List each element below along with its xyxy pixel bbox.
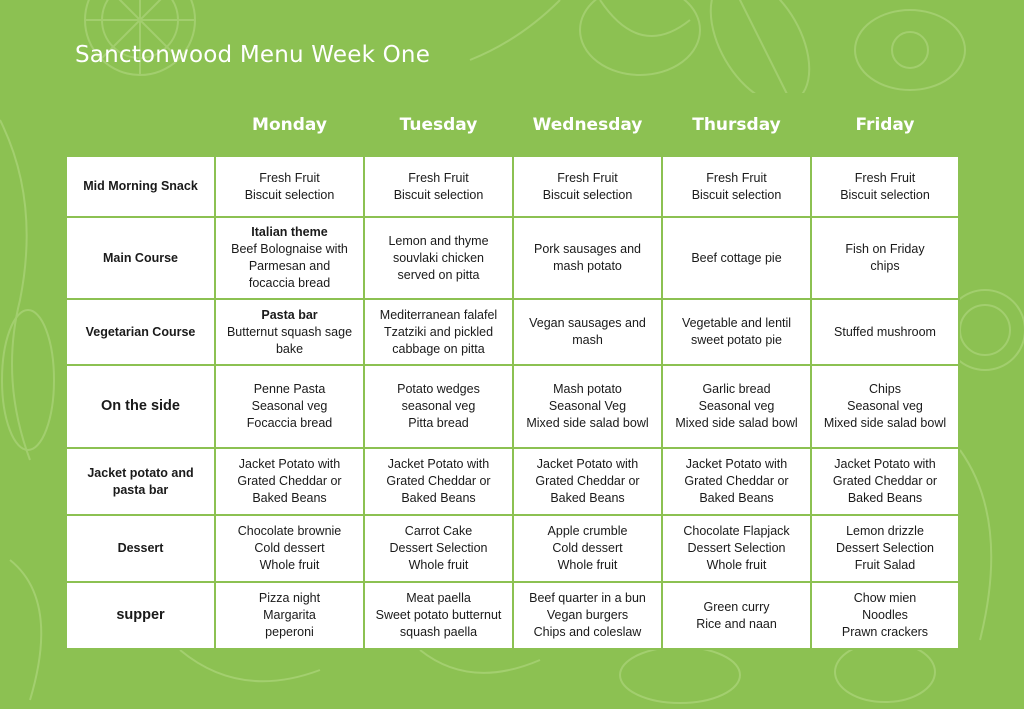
meal-label: Mid Morning Snack — [66, 156, 215, 217]
menu-item-text: Baked Beans — [847, 491, 923, 505]
menu-item-text: Seasonal Veg — [548, 399, 627, 413]
meal-label: Jacket potato and pasta bar — [66, 448, 215, 515]
menu-cell — [513, 299, 662, 365]
menu-item-text: seasonal veg — [401, 399, 476, 413]
menu-cell — [215, 365, 364, 448]
menu-item-text: Dessert Selection — [687, 541, 786, 555]
menu-item-text: Chips — [869, 382, 901, 396]
menu-item-text: Focaccia bread — [246, 416, 333, 430]
menu-item-text: Mixed side salad bowl — [526, 416, 649, 430]
menu-item-text: Baked Beans — [699, 491, 774, 505]
menu-cell — [811, 515, 959, 582]
menu-cell — [811, 217, 959, 299]
menu-item-text: Mixed side salad bowl — [675, 416, 798, 430]
menu-item-text: Whole fruit — [408, 558, 469, 572]
meal-label: Vegetarian Course — [66, 299, 215, 365]
menu-item-text: Pitta bread — [408, 416, 469, 430]
day-header: Tuesday — [364, 94, 513, 156]
menu-item-text: Pork sausages and — [533, 242, 641, 256]
menu-item-text: Parmesan and — [248, 259, 331, 273]
menu-item-text: Sweet potato butternut — [375, 608, 502, 622]
menu-item-text: Beef Bolognaise with — [231, 242, 348, 256]
day-header-row — [66, 94, 959, 156]
menu-item-text: Potato wedges — [397, 382, 480, 396]
menu-cell — [662, 299, 811, 365]
menu-item-text: Fresh Fruit — [259, 170, 320, 185]
menu-cell — [215, 582, 364, 649]
meal-label: supper — [66, 582, 215, 649]
menu-item-text: Whole fruit — [706, 558, 767, 572]
day-header: Wednesday — [513, 94, 662, 156]
menu-row — [66, 156, 959, 217]
menu-item-text: Fresh Fruit — [854, 170, 916, 185]
menu-item-text: Whole fruit — [259, 558, 320, 572]
menu-item-text: mash — [572, 333, 603, 347]
menu-item-text: Mixed side salad bowl — [823, 416, 947, 430]
menu-item-text: Stuffed mushroom — [834, 324, 936, 339]
meal-label: On the side — [66, 365, 215, 448]
menu-cell — [811, 156, 959, 217]
menu-cell — [811, 582, 959, 649]
menu-row — [66, 582, 959, 649]
menu-item-text: Jacket Potato with — [685, 457, 788, 471]
menu-row — [66, 448, 959, 515]
menu-item-text: focaccia bread — [248, 276, 331, 290]
menu-item-text: Grated Cheddar or — [832, 474, 938, 488]
menu-item-text: Fish on Friday — [845, 242, 925, 256]
menu-item-text: souvlaki chicken — [392, 250, 484, 265]
menu-item-text: peperoni — [265, 625, 314, 639]
meal-label: Main Course — [66, 217, 215, 299]
menu-cell — [513, 365, 662, 448]
menu-item-text: Cold dessert — [254, 541, 325, 555]
menu-item-text: Baked Beans — [550, 491, 625, 505]
menu-item-text: Pasta bar — [261, 307, 318, 322]
menu-item-text: Biscuit selection — [393, 187, 484, 202]
menu-item-text: Biscuit selection — [542, 187, 633, 202]
menu-item-text: Seasonal veg — [698, 399, 775, 413]
menu-item-text: Fruit Salad — [854, 558, 916, 572]
menu-item-text: Baked Beans — [252, 491, 327, 505]
menu-cell — [811, 448, 959, 515]
menu-cell — [364, 515, 513, 582]
menu-item-text: served on pitta — [397, 267, 480, 282]
menu-cell — [364, 217, 513, 299]
menu-item-text: Margarita — [263, 608, 316, 622]
menu-item-text: Grated Cheddar or — [684, 474, 789, 488]
menu-cell — [811, 299, 959, 365]
menu-cell — [513, 582, 662, 649]
menu-cell — [215, 156, 364, 217]
menu-row — [66, 365, 959, 448]
menu-item-text: Vegan burgers — [546, 608, 629, 622]
menu-item-text: Green curry — [703, 599, 770, 614]
menu-item-text: Baked Beans — [401, 491, 476, 505]
menu-item-text: Mash potato — [553, 382, 622, 396]
menu-item-text: Pizza night — [258, 591, 321, 605]
day-header: Monday — [215, 94, 364, 156]
menu-item-text: Whole fruit — [557, 558, 618, 572]
menu-item-text: Mediterranean falafel — [379, 307, 498, 322]
menu-table — [65, 93, 960, 650]
menu-cell — [513, 515, 662, 582]
menu-cell — [662, 217, 811, 299]
menu-cell — [811, 365, 959, 448]
menu-item-text: Seasonal veg — [251, 399, 328, 413]
day-header: Thursday — [662, 94, 811, 156]
meal-label: Dessert — [66, 515, 215, 582]
menu-item-text: Seasonal veg — [847, 399, 923, 413]
menu-item-text: Jacket Potato with — [238, 457, 341, 471]
menu-item-text: Fresh Fruit — [706, 170, 767, 185]
menu-cell — [364, 448, 513, 515]
menu-cell — [513, 448, 662, 515]
menu-item-text: Dessert Selection — [836, 541, 934, 555]
menu-item-text: Grated Cheddar or — [535, 474, 640, 488]
menu-cell — [364, 156, 513, 217]
menu-item-text: squash paella — [399, 625, 478, 639]
menu-item-text: bake — [275, 341, 304, 356]
menu-item-text: Biscuit selection — [840, 187, 930, 202]
menu-item-text: Prawn crackers — [841, 625, 929, 639]
menu-body — [66, 156, 959, 649]
menu-item-text: Chips and coleslaw — [533, 625, 642, 639]
menu-cell — [364, 365, 513, 448]
menu-item-text: Fresh Fruit — [557, 170, 618, 185]
menu-cell — [215, 448, 364, 515]
menu-item-text: Jacket Potato with — [387, 457, 490, 471]
menu-item-text: mash potato — [553, 259, 622, 273]
menu-item-text: Garlic bread — [702, 382, 771, 396]
menu-cell — [364, 299, 513, 365]
menu-item-text: Vegetable and lentil — [681, 316, 792, 330]
menu-item-text: Penne Pasta — [253, 382, 326, 396]
page-title: Sanctonwood Menu Week One — [75, 42, 431, 68]
menu-cell — [662, 515, 811, 582]
menu-item-text: Chocolate Flapjack — [683, 524, 790, 538]
menu-cell — [662, 582, 811, 649]
menu-item-text: cabbage on pitta — [392, 341, 485, 356]
menu-item-text: Jacket Potato with — [536, 457, 639, 471]
menu-row — [66, 217, 959, 299]
menu-item-text: Beef cottage pie — [691, 250, 782, 265]
menu-item-text: Lemon drizzle — [846, 524, 924, 538]
menu-row — [66, 299, 959, 365]
menu-item-text: chips — [870, 259, 900, 273]
menu-item-text: Grated Cheddar or — [237, 474, 342, 488]
menu-cell — [662, 365, 811, 448]
menu-item-text: Tzatziki and pickled — [383, 324, 494, 339]
menu-item-text: Cold dessert — [552, 541, 623, 555]
menu-item-text: sweet potato pie — [690, 333, 783, 347]
menu-item-text: Carrot Cake — [404, 524, 473, 538]
menu-item-text: Grated Cheddar or — [386, 474, 491, 488]
menu-item-text: Italian theme — [251, 225, 328, 239]
menu-cell — [215, 515, 364, 582]
menu-item-text: Butternut squash sage — [226, 324, 353, 339]
menu-cell — [513, 217, 662, 299]
menu-item-text: Rice and naan — [696, 616, 777, 631]
menu-cell — [215, 217, 364, 299]
menu-row — [66, 515, 959, 582]
menu-item-text: Dessert Selection — [389, 541, 488, 555]
menu-item-text: Jacket Potato with — [834, 457, 936, 471]
corner-cell — [66, 94, 215, 156]
day-header: Friday — [811, 94, 959, 156]
menu-item-text: Beef quarter in a bun — [529, 591, 646, 605]
menu-item-text: Fresh Fruit — [408, 170, 469, 185]
menu-item-text: Apple crumble — [547, 524, 628, 538]
menu-cell — [513, 156, 662, 217]
menu-cell — [662, 448, 811, 515]
menu-item-text: Noodles — [862, 608, 908, 622]
menu-item-text: Vegan sausages and — [529, 316, 646, 330]
menu-item-text: Chocolate brownie — [237, 524, 342, 538]
menu-item-text: Chow mien — [853, 591, 917, 605]
menu-item-text: Biscuit selection — [691, 187, 782, 202]
menu-cell — [364, 582, 513, 649]
menu-item-text: Lemon and thyme — [388, 233, 489, 248]
menu-cell — [662, 156, 811, 217]
menu-item-text: Meat paella — [406, 591, 471, 605]
menu-item-text: Biscuit selection — [244, 187, 335, 202]
menu-cell — [215, 299, 364, 365]
